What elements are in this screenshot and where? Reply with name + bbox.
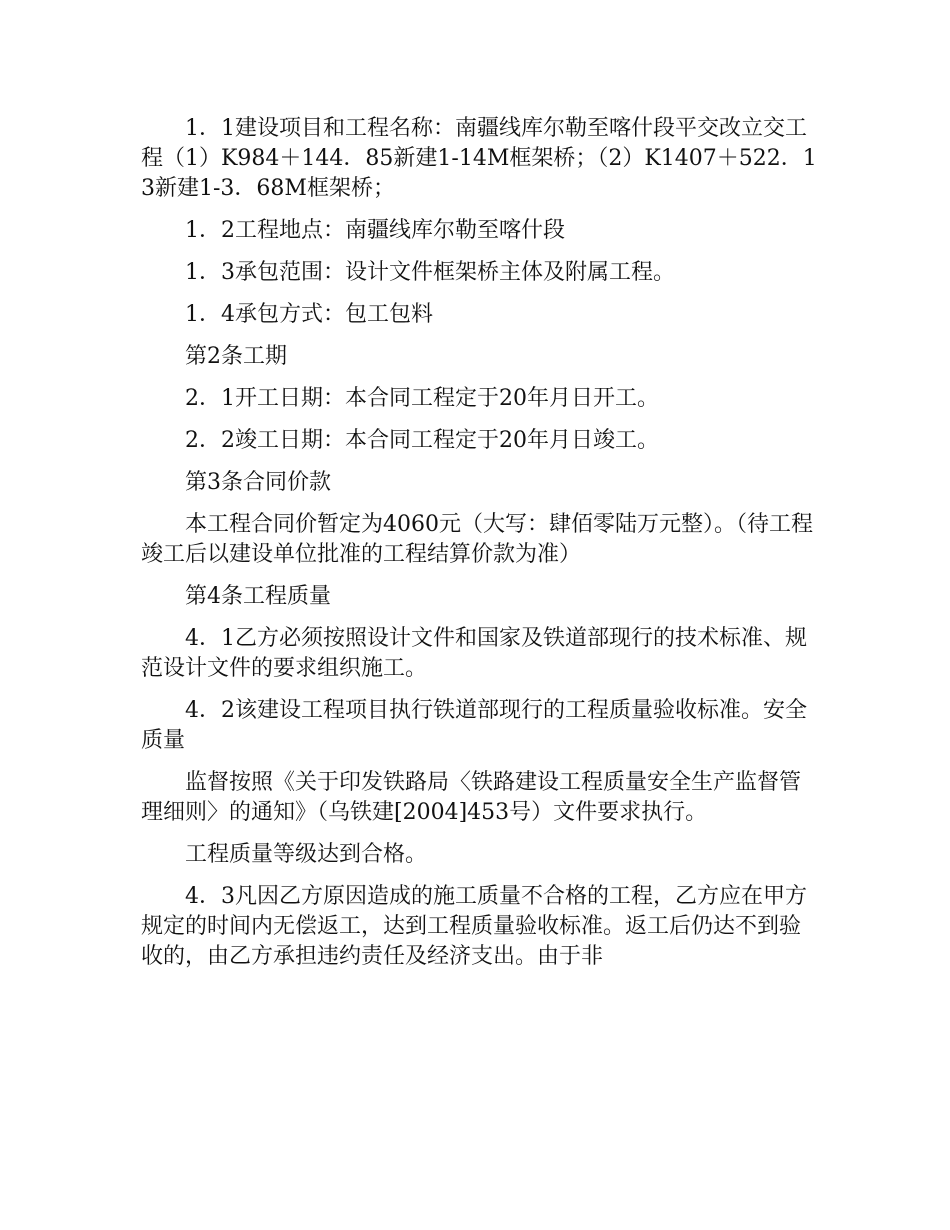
clause-4-3-rework: 4．3凡因乙方原因造成的施工质量不合格的工程，乙方应在甲方规定的时间内无偿返工，达到工程质量验收标准。返工后仍达不到验收的，由乙方承担违约责任及经济支出。由于非 — [141, 884, 807, 969]
clause-2-2-completion-date: 2．2竣工日期：本合同工程定于20年月日竣工。 — [185, 428, 659, 453]
clause-4-2-acceptance: 4．2该建设工程项目执行铁道部现行的工程质量验收标准。安全质量 — [141, 698, 807, 753]
article-2-heading: 第2条工期 — [185, 344, 287, 369]
clause-1-4-method: 1．4承包方式：包工包料 — [185, 302, 433, 327]
supervision-paragraph: 监督按照《关于印发铁路局〈铁路建设工程质量安全生产监督管理细则〉的通知》（乌铁建[2004]453号）文件要求执行。 — [141, 770, 802, 825]
article-4-heading: 第4条工程质量 — [185, 584, 331, 609]
clause-1-2-location: 1．2工程地点：南疆线库尔勒至喀什段 — [185, 218, 565, 243]
document-body — [141, 114, 821, 984]
clause-2-1-start-date: 2．1开工日期：本合同工程定于20年月日开工。 — [185, 386, 659, 411]
contract-price-paragraph: 本工程合同价暂定为4060元（大写：肆佰零陆万元整）。（待工程竣工后以建设单位批准的工程结算价款为准） — [141, 512, 813, 567]
clause-1-1-project-name: 1．1建设项目和工程名称：南疆线库尔勒至喀什段平交改立交工程（1）K984＋144．85新建1-14M框架桥；（2）K1407＋522．13新建1-3．68M框架桥； — [141, 116, 817, 201]
clause-1-3-scope: 1．3承包范围：设计文件框架桥主体及附属工程。 — [185, 260, 675, 285]
quality-grade-paragraph: 工程质量等级达到合格。 — [185, 842, 428, 867]
article-3-heading: 第3条合同价款 — [185, 470, 331, 495]
clause-4-1-standards: 4．1乙方必须按照设计文件和国家及铁道部现行的技术标准、规范设计文件的要求组织施工。 — [141, 626, 807, 681]
